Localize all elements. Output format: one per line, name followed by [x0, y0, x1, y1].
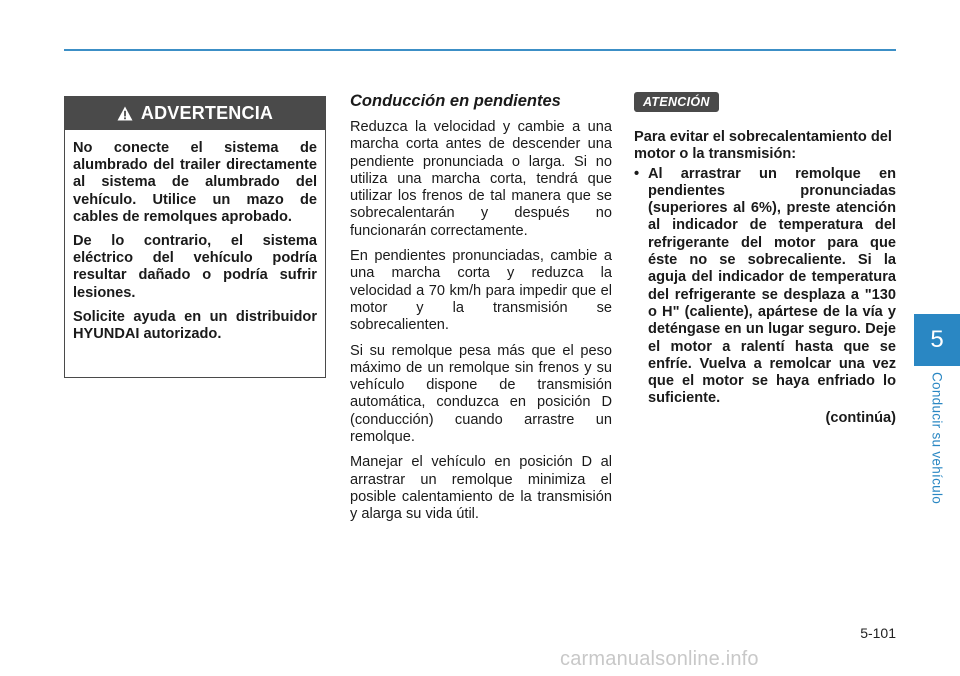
warning-paragraph: De lo contrario, el sistema eléctrico del vehículo podría resultar dañado o podría sufrir lesiones. [73, 233, 317, 301]
caution-bullet-text: Al arrastrar un remolque en pendientes pronunciadas (superiores al 6%), preste atención al indicador de temperatura del refrigerante del motor para que éste no se sobrecaliente. Si la aguja del indicador de temperatura del refrigerante se desplaza a "130 o H" (caliente), apártese de la vía y deténgase en un lugar seguro. Deje el motor a ralentí hasta que se enfríe. Vuelva a remolcar una vez que el motor se haya enfriado lo suficiente. [648, 165, 896, 407]
chapter-number: 5 [930, 326, 944, 353]
bullet-dot: • [634, 165, 640, 182]
section-heading: Conducción en pendientes [350, 92, 561, 110]
continued-label: (continúa) [825, 409, 896, 426]
section-paragraph: En pendientes pronunciadas, cambie a una marcha corta y reduzca la velocidad a 70 km/h para impedir que el motor y la transmisión se sobrecalienten. [350, 248, 612, 334]
section-column [350, 92, 612, 532]
caution-bullet [634, 166, 896, 408]
watermark-text: carmanualsonline.info [560, 648, 759, 670]
warning-triangle-icon [117, 106, 133, 121]
warning-paragraph: No conecte el sistema de alumbrado del trailer directamente al sistema de alumbrado del vehículo. Utilice un mazo de cables de remolques aprobado. [73, 140, 317, 225]
warning-box [64, 96, 326, 378]
warning-title: ADVERTENCIA [140, 103, 274, 123]
header-rule [64, 49, 896, 51]
chapter-side-label [927, 372, 947, 512]
chapter-title: Conducir su vehículo [929, 372, 945, 505]
caution-intro: Para evitar el sobrecalentamiento del motor o la transmisión: [634, 129, 892, 163]
section-paragraph: Reduzca la velocidad y cambie a una marcha corta antes de descender una pendiente pronunciada o larga. Si no utiliza una marcha corta, tendrá que utilizar los frenos de tal manera que se sobrecalentarán y después no funcionarán correctamente. [350, 119, 612, 239]
caution-column [634, 92, 896, 427]
page-number: 5-101 [860, 625, 896, 641]
chapter-tab [914, 314, 960, 366]
warning-paragraph: Solicite ayuda en un distribuidor HYUNDAI autorizado. [73, 308, 317, 343]
warning-header [65, 97, 325, 130]
section-paragraph: Si su remolque pesa más que el peso máximo de un remolque sin frenos y su vehículo dispone de transmisión automática, conduzca en posición D (conducción) cuando arrastre un remolque. [350, 342, 612, 446]
section-paragraph: Manejar el vehículo en posición D al arrastrar un remolque minimiza el posible calentamiento de la transmisión y alarga su vida útil. [350, 454, 612, 523]
caution-badge: ATENCIÓN [634, 92, 719, 112]
warning-body [65, 130, 325, 343]
